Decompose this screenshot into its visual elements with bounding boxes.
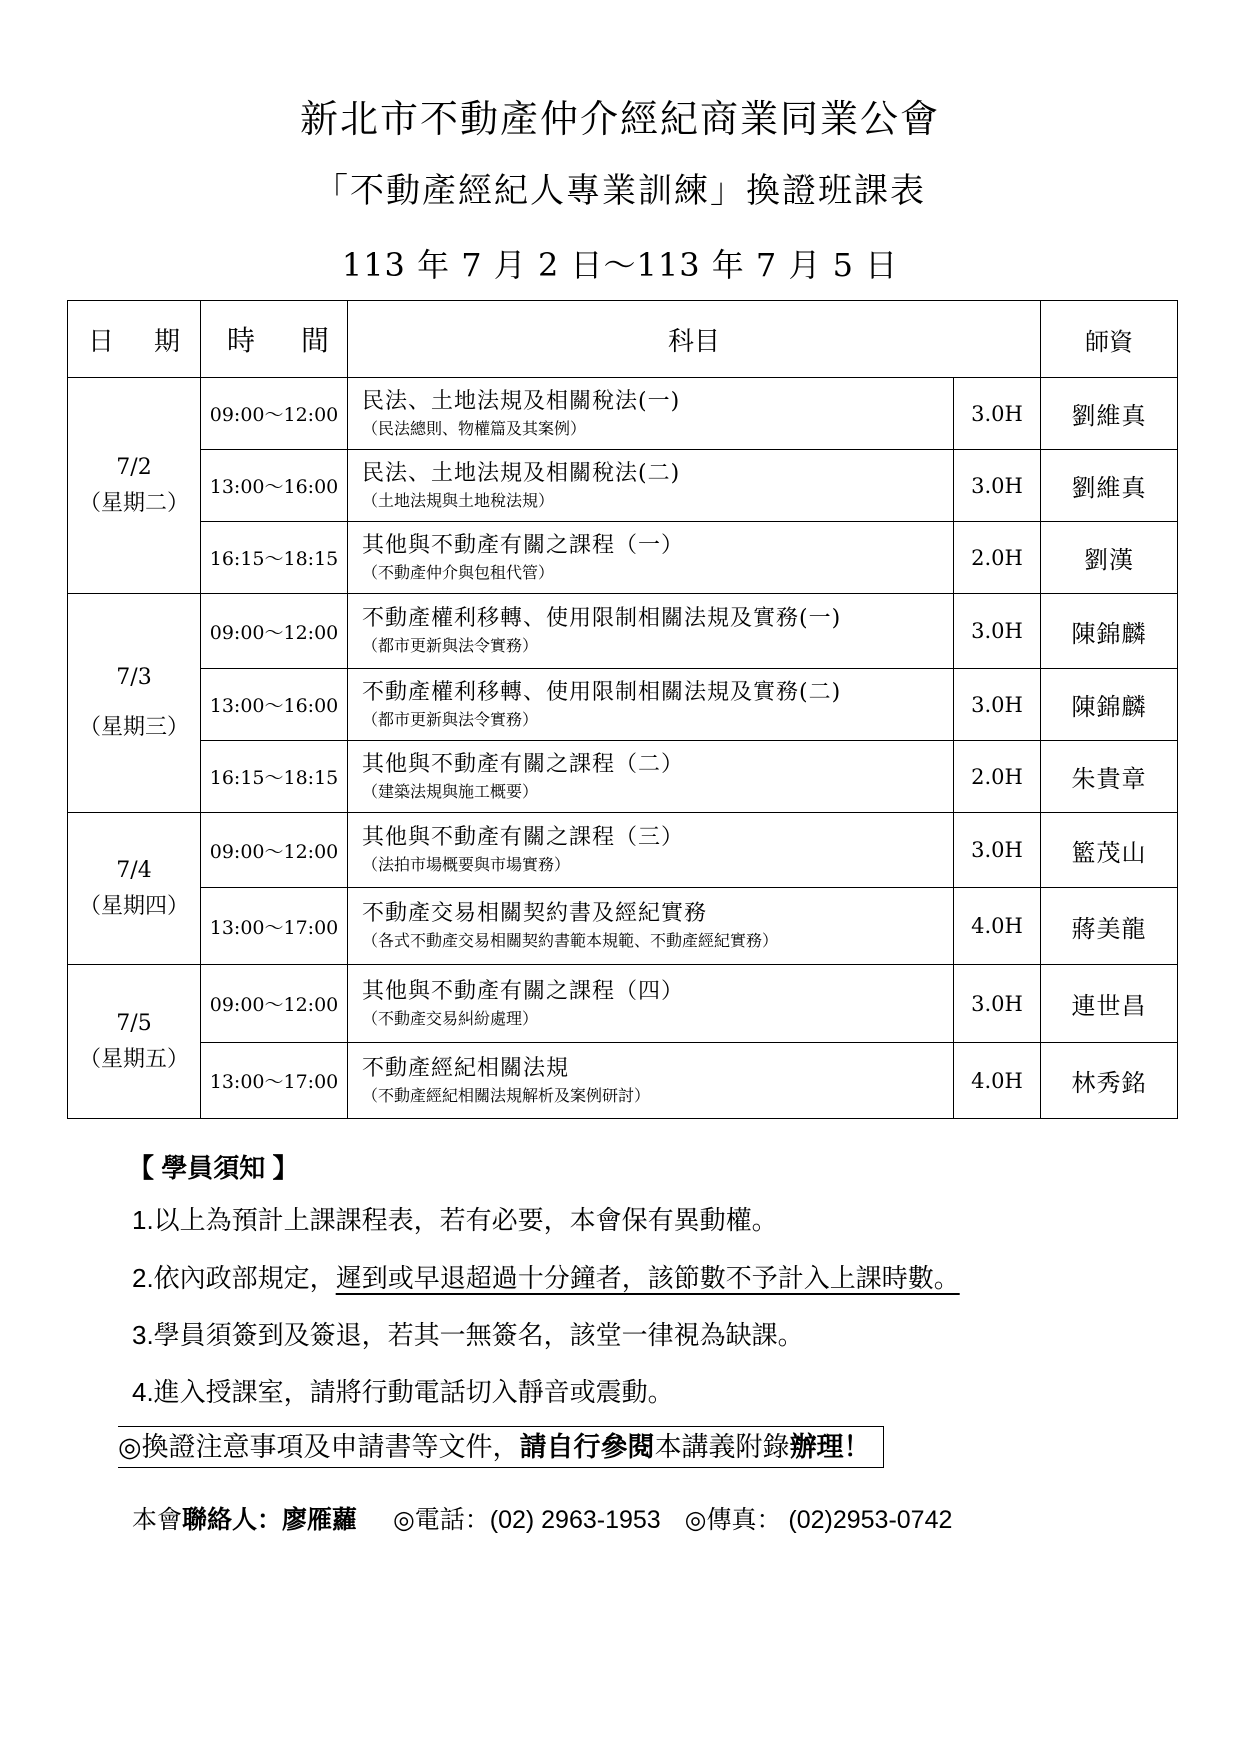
session-subject-cell: [348, 594, 954, 669]
appendix-reference-box: [118, 1426, 884, 1468]
notice-item-text: 2.依內政部規定，: [132, 1263, 336, 1293]
contact-person: 聯絡人：廖雁蘿: [182, 1506, 358, 1534]
table-row: [68, 594, 1178, 669]
contact-line: [132, 1500, 952, 1536]
session-subject-cell: [348, 965, 954, 1043]
session-subject-cell: [348, 378, 954, 450]
session-detail: （法拍市場概要與市場實務）: [362, 855, 571, 874]
session-detail: （各式不動產交易相關契約書範本規範、不動產經紀實務）: [362, 931, 779, 950]
session-detail: （土地法規與土地稅法規）: [362, 490, 555, 510]
session-detail: （建築法規與施工概要）: [362, 781, 539, 801]
session-hours: 3.0H: [954, 378, 1041, 450]
session-hours: 4.0H: [954, 888, 1041, 965]
day-date: 7/5: [116, 1010, 152, 1036]
header-date: 日 期: [68, 301, 201, 378]
session-subject: 其他與不動產有關之課程（三）: [362, 825, 685, 850]
session-hours: 2.0H: [954, 522, 1041, 594]
session-detail: （都市更新與法令實務）: [362, 709, 539, 729]
reference-text: 本講義附錄: [654, 1432, 790, 1462]
session-time: 09:00～12:00: [201, 813, 348, 888]
day-weekday: （星期五）: [78, 1046, 189, 1072]
header-time: 時 間: [201, 301, 348, 378]
contact-prefix: 本會: [132, 1506, 183, 1534]
header-subject: 科目: [348, 301, 1041, 378]
notice-item: 4.進入授課室，請將行動電話切入靜音或震動。: [132, 1377, 674, 1407]
day-weekday: （星期三）: [78, 715, 189, 740]
session-subject-cell: [348, 888, 954, 965]
table-row: [68, 965, 1178, 1043]
table-row: [68, 813, 1178, 888]
session-teacher: 劉維真: [1041, 378, 1178, 450]
session-teacher: 劉維真: [1041, 450, 1178, 522]
session-time: 09:00～12:00: [201, 594, 348, 669]
session-subject-cell: [348, 669, 954, 741]
session-subject: 不動產權利移轉、使用限制相關法規及實務(二): [362, 679, 842, 705]
contact-phone: ◎電話：(02) 2963-1953: [392, 1506, 661, 1534]
org-title: 新北市不動產仲介經紀商業同業公會: [299, 97, 940, 141]
session-subject-cell: [348, 450, 954, 522]
day-date: 7/3: [116, 665, 152, 690]
session-hours: 3.0H: [954, 594, 1041, 669]
session-subject: 其他與不動產有關之課程（二）: [362, 751, 685, 777]
session-subject: 不動產經紀相關法規: [362, 1055, 570, 1081]
session-subject: 民法、土地法規及相關稅法(二): [362, 460, 681, 486]
session-detail: （都市更新與法令實務）: [362, 636, 539, 655]
table-row: [68, 888, 1178, 965]
session-teacher: 朱貴章: [1041, 741, 1178, 813]
notice-item: 3.學員須簽到及簽退，若其一無簽名，該堂一律視為缺課。: [132, 1320, 804, 1350]
session-teacher: 劉漢: [1041, 522, 1178, 594]
session-detail: （不動產經紀相關法規解析及案例研討）: [362, 1085, 651, 1105]
session-time: 13:00～17:00: [201, 1043, 348, 1119]
table-row: [68, 669, 1178, 741]
session-hours: 3.0H: [954, 965, 1041, 1043]
session-hours: 2.0H: [954, 741, 1041, 813]
session-subject: 其他與不動產有關之課程（一）: [362, 532, 685, 558]
session-time: 09:00～12:00: [201, 965, 348, 1043]
day-cell: [68, 378, 201, 594]
day-weekday: （星期二）: [78, 490, 189, 516]
course-title: 「不動產經紀人專業訓練」換證班課表: [314, 171, 926, 211]
session-subject: 不動產權利移轉、使用限制相關法規及實務(一): [362, 606, 842, 631]
day-date: 7/4: [116, 857, 152, 883]
session-hours: 3.0H: [954, 813, 1041, 888]
reference-emphasis: 請自行參閱: [519, 1432, 655, 1462]
table-row: [68, 741, 1178, 813]
day-cell: [68, 813, 201, 965]
session-subject-cell: [348, 813, 954, 888]
table-row: [68, 1043, 1178, 1119]
session-subject-cell: [348, 522, 954, 594]
session-subject: 民法、土地法規及相關稅法(一): [362, 388, 681, 414]
table-header-row: [68, 301, 1178, 378]
session-hours: 4.0H: [954, 1043, 1041, 1119]
notice-item: 1.以上為預計上課課程表，若有必要，本會保有異動權。: [132, 1205, 778, 1235]
table-row: [68, 450, 1178, 522]
session-time: 13:00～17:00: [201, 888, 348, 965]
notice-heading: 【 學員須知 】: [128, 1153, 299, 1183]
session-subject: 其他與不動產有關之課程（四）: [362, 978, 685, 1004]
reference-text: ◎換證注意事項及申請書等文件，: [118, 1432, 520, 1462]
session-hours: 3.0H: [954, 669, 1041, 741]
contact-fax: ◎傳真： (02)2953-0742: [684, 1506, 953, 1534]
session-subject: 不動產交易相關契約書及經紀實務: [362, 901, 708, 926]
session-detail: （民法總則、物權篇及其案例）: [362, 418, 587, 438]
notice-item: [132, 1258, 960, 1295]
table-row: [68, 522, 1178, 594]
session-teacher: 林秀銘: [1041, 1043, 1178, 1119]
reference-emphasis: 辦理！: [789, 1432, 871, 1462]
session-teacher: 籃茂山: [1041, 813, 1178, 888]
session-subject-cell: [348, 741, 954, 813]
notice-item-underlined: 遲到或早退超過十分鐘者，該節數不予計入上課時數。: [335, 1263, 960, 1293]
day-date: 7/2: [116, 454, 152, 480]
session-time: 16:15～18:15: [201, 741, 348, 813]
session-teacher: 連世昌: [1041, 965, 1178, 1043]
session-detail: （不動產仲介與包租代管）: [362, 562, 555, 582]
day-weekday: （星期四）: [78, 893, 189, 919]
header-teacher: 師資: [1041, 301, 1178, 378]
day-cell: [68, 965, 201, 1119]
session-time: 13:00～16:00: [201, 669, 348, 741]
session-hours: 3.0H: [954, 450, 1041, 522]
table-row: [68, 378, 1178, 450]
session-time: 16:15～18:15: [201, 522, 348, 594]
session-teacher: 蔣美龍: [1041, 888, 1178, 965]
session-time: 13:00～16:00: [201, 450, 348, 522]
session-detail: （不動產交易糾紛處理）: [362, 1008, 539, 1028]
session-teacher: 陳錦麟: [1041, 594, 1178, 669]
session-teacher: 陳錦麟: [1041, 669, 1178, 741]
session-subject-cell: [348, 1043, 954, 1119]
schedule-table: [67, 300, 1178, 1119]
course-period: 113 年 7 月 2 日～113 年 7 月 5 日: [341, 246, 899, 284]
session-time: 09:00～12:00: [201, 378, 348, 450]
day-cell: [68, 594, 201, 813]
